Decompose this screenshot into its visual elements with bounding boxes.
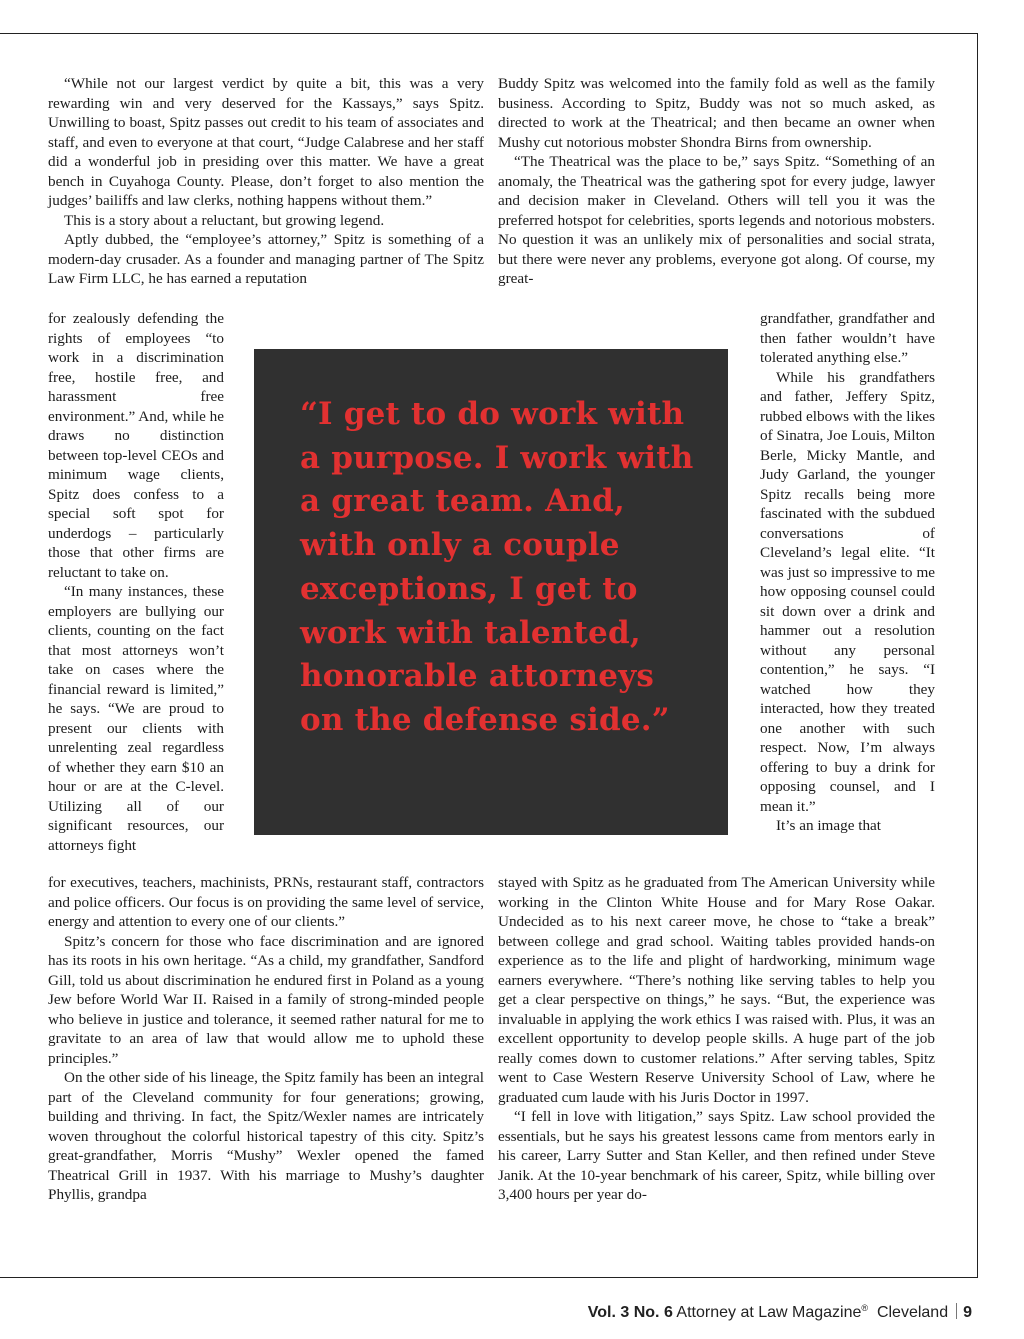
left-column-bottom: [48, 873, 484, 1205]
left-paragraph-legend: This is a story about a reluctant, but growing legend.: [64, 211, 385, 229]
page-frame-top-rule: [0, 33, 978, 34]
left-paragraph-wrap-employers: “In many instances, these employers are bullying our clients, counting on the fact that most attorneys won’t take on cases where the financial reward is limited,” he says. “We are proud to present our clients with unrelenting zeal regardless of whether they earn $10 an hour or are at the C-level. Utilizing all of our significant resources, our attorneys fight: [48, 583, 224, 854]
right-paragraph-litigation: “I fell in love with litigation,” says Spitz. Law school provided the essentials, but he says his greatest lessons came from mentors early in his career, Larry Sutter and Stan Keller, and then refined under Steve Janik. At the 10-year benchmark of his career, Spitz, while billing over 3,400 hours per year do-: [498, 1108, 935, 1203]
right-paragraph-wrap-grandfather: grandfather, grandfather and then father wouldn’t have tolerated anything else.”: [760, 310, 935, 366]
page-frame-right-rule: [977, 33, 978, 1278]
left-column-top: [48, 74, 484, 289]
footer-divider: [956, 1303, 957, 1319]
footer-page-number: 9: [963, 1304, 972, 1321]
right-column-wrap: [760, 309, 935, 836]
pull-quote-box: [254, 349, 728, 835]
right-paragraph-graduated: stayed with Spitz as he graduated from The American University while working in the Clinton White House and for Mary Rose Oakar. Undecided as to his next career move, he chose to “take a break” between college and grad school. Waiting tables provided hands-on experience as to the life and plight of hardworking, minimum wage earners everywhere. “There’s nothing like serving tables to help you get a clear perspective on things,” he says. “But, the experience was invaluable in applying the work ethics I was raised with. Plus, it was an excellent opportunity to develop people skills. A huge part of the job really comes down to customer relations.” After serving tables, Spitz went to Case Western Reserve University School of Law, where he graduated cum laude with his Juris Doctor in 1997.: [498, 874, 935, 1106]
page-frame-bottom-rule: [0, 1277, 978, 1278]
left-paragraph-heritage: Spitz’s concern for those who face discrimination and are ignored has its roots in his own heritage. “As a child, my grandfather, Sandford Gill, told us about discrimination he endured first in Poland as a young Jew before World War II. Raised in a family of strong-minded people who believe in justice and tolerance, it seemed rather natural for me to gravitate to an area of law that would allow me to uphold these principles.”: [48, 932, 484, 1067]
right-paragraph-buddy-spitz: Buddy Spitz was welcomed into the family fold as well as the family business. According to Spitz, Buddy was not so much asked, as directed to work at the Theatrical; and then became an owner when Mushy cut notorious mobster Shondra Birns from ownership.: [498, 75, 935, 151]
right-paragraph-wrap-grandfathers: While his grandfathers and father, Jeffery Spitz, rubbed elbows with the likes of Sinatra, Joe Louis, Milton Berle, Micky Mantle, and Judy Garland, the younger Spitz recalls being more fascinated with the subdued conversations of Cleveland’s legal elite. “It was just so impressive to me how opposing counsel could sit down over a drink and hammer out a resolution without any personal contention,” he says. “I watched how they interacted, how they treated one another with such respect. Now, I’m always offering to buy a drink for opposing counsel, and I mean it.”: [760, 368, 935, 815]
right-paragraph-wrap-image: It’s an image that: [776, 817, 882, 834]
page-footer: [588, 1303, 972, 1322]
left-paragraph-lineage: On the other side of his lineage, the Spitz family has been an integral part of the Cleveland community for four generations; growing, building and thriving. In fact, the Spitz/Wexler names are intricately woven throughout the colorful historical tapestry of this city. Spitz’s great-grandfather, Morris “Mushy” Wexler opened the famed Theatrical Grill in 1937. With his marriage to Mushy’s daughter Phyllis, grandpa: [48, 1069, 484, 1203]
pull-quote-text: “I get to do work with a purpose. I work with a great team. And, with only a couple exceptions, I get to work with talented, honorable attorneys on the defense side.”: [300, 396, 694, 738]
footer-issue: Vol. 3 No. 6: [587, 1304, 673, 1321]
left-paragraph-wrap-zealously: for zealously defending the rights of employees “to work in a discrimination free, hostile free, and harassment free environment.” And, while he draws no distinction between top-level CEOs and minimum wage clients, Spitz does confess to a special soft spot for underdogs – particularly those that other firms are reluctant to take on.: [48, 310, 224, 581]
left-paragraph-executives: for executives, teachers, machinists, PRNs, restaurant staff, contractors and police officers. Our focus is on providing the same level of service, energy and attention to every one of our clients.”: [48, 874, 484, 930]
right-column-bottom: [498, 873, 935, 1205]
left-paragraph-verdict: “While not our largest verdict by quite a bit, this was a very rewarding win and very deserved for the Kassays,” says Spitz. Unwilling to boast, Spitz passes out credit to his team of associates and staff, and even to everyone at that court, “Judge Calabrese and her staff did a wonderful job in presiding over this matter. We have a great bench in Cuyahoga County. Please, don’t forget to also mention the judges’ bailiffs and law clerks, nothing happens without them.”: [48, 75, 484, 209]
left-column-wrap: [48, 309, 224, 855]
footer-magazine-name: Attorney at Law Magazine: [676, 1304, 862, 1321]
left-paragraph-employees-attorney: Aptly dubbed, the “employee’s attorney,” Spitz is something of a modern-day crusader. As a founder and managing partner of The Spitz Law Firm LLC, he has earned a reputation: [48, 231, 484, 287]
right-column-top: [498, 74, 935, 289]
right-paragraph-theatrical: “The Theatrical was the place to be,” says Spitz. “Something of an anomaly, the Theatrical was the gathering spot for every judge, lawyer and decision maker in Cleveland. Others will tell you it was the preferred hotspot for celebrities, sports legends and notorious mobsters. No question it was an unlikely mix of personalities and social strata, but there were never any problems, everyone got along. Of course, my great-: [498, 153, 935, 287]
footer-city: Cleveland: [876, 1304, 949, 1321]
footer-registered-mark: ®: [861, 1303, 869, 1313]
